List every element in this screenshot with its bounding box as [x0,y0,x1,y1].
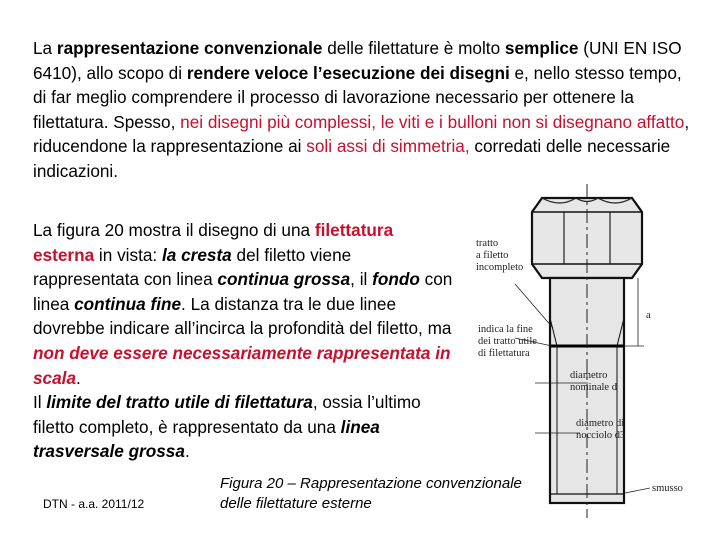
text-run: Il [33,392,47,413]
text-run: delle filettature è molto [322,38,505,58]
leader-line [515,284,553,328]
text-run: , il [350,269,373,290]
bolt-thread-figure [460,178,720,518]
text-run-bold: semplice [504,38,579,58]
dimension-a-label: a [646,310,651,321]
text-run-bold-italic: fondo [372,269,420,290]
label-chamfer: smusso [652,483,683,494]
text-run: . [76,367,81,388]
text-run: , ossia l’ultimo filetto completo, è rappresentato da una [33,392,421,437]
label-incomplete-thread: tratto [476,238,499,249]
text-run-bold-italic: continua fine [74,293,182,314]
text-run: (UNI EN ISO 6410), allo scopo di [33,38,682,83]
footer-course: DTN - a.a. 2011/12 [43,497,145,511]
label-incomplete-thread: a filetto [476,250,509,261]
text-run: La figura 20 mostra il disegno di una [33,220,315,240]
label-nominal-diameter: nominale d [570,382,617,393]
text-run: . La distanza tra le due linee dovrebbe indicare all’incirca la profondità del filetto, ma [33,293,452,339]
label-core-diameter: diametro di [576,418,625,429]
text-run: . [184,441,190,462]
text-run: del filetto viene rappresentata con linea [33,244,352,290]
intro-paragraph [33,36,693,184]
text-run: con linea [33,269,453,314]
leader-line [625,488,650,493]
text-run-bold: rappresentazione convenzionale [56,38,323,58]
text-run: corredati delle necessarie indicazioni. [33,136,671,181]
text-run-bold-italic-red: non deve essere necessariamente rappresentata in scala [33,342,451,388]
text-run: La [33,38,57,58]
text-run-bold-italic: continua grossa [217,269,351,290]
text-run-bold-red: filettatura esterna [33,220,394,265]
text-run-red: soli assi di simmetria, [306,136,470,157]
text-run: , riducendone la rappresentazione ai [33,111,690,157]
description-paragraph [33,218,458,464]
text-run-bold-italic: la cresta [161,244,232,265]
label-core-diameter: nocciolo d3 [576,430,626,441]
text-run: e, nello stesso tempo, di far meglio comprendere il processo di lavorazione necessario per ottenere la filettatura. Spesso, [33,62,682,132]
text-run-bold: rendere veloce l’esecuzione dei disegni [186,62,510,83]
text-run-bold-italic: limite del tratto utile di filettatura [46,392,313,413]
label-incomplete-thread: incompleto [476,262,524,273]
label-nominal-diameter: diametro [570,370,608,381]
figure-caption: Figura 20 – Rappresentazione convenzionale delle filettature esterne [220,475,522,512]
label-thread-end: di filettatura [478,348,530,359]
text-run: in vista: [94,244,162,265]
label-thread-end: indica la fine [478,324,533,335]
label-thread-end: dei tratto utile [478,336,537,347]
text-run-bold-italic: linea trasversale grossa [33,416,380,462]
text-run-red: nei disegni più complessi, le viti e i bulloni non si disegnano affatto [180,111,685,132]
